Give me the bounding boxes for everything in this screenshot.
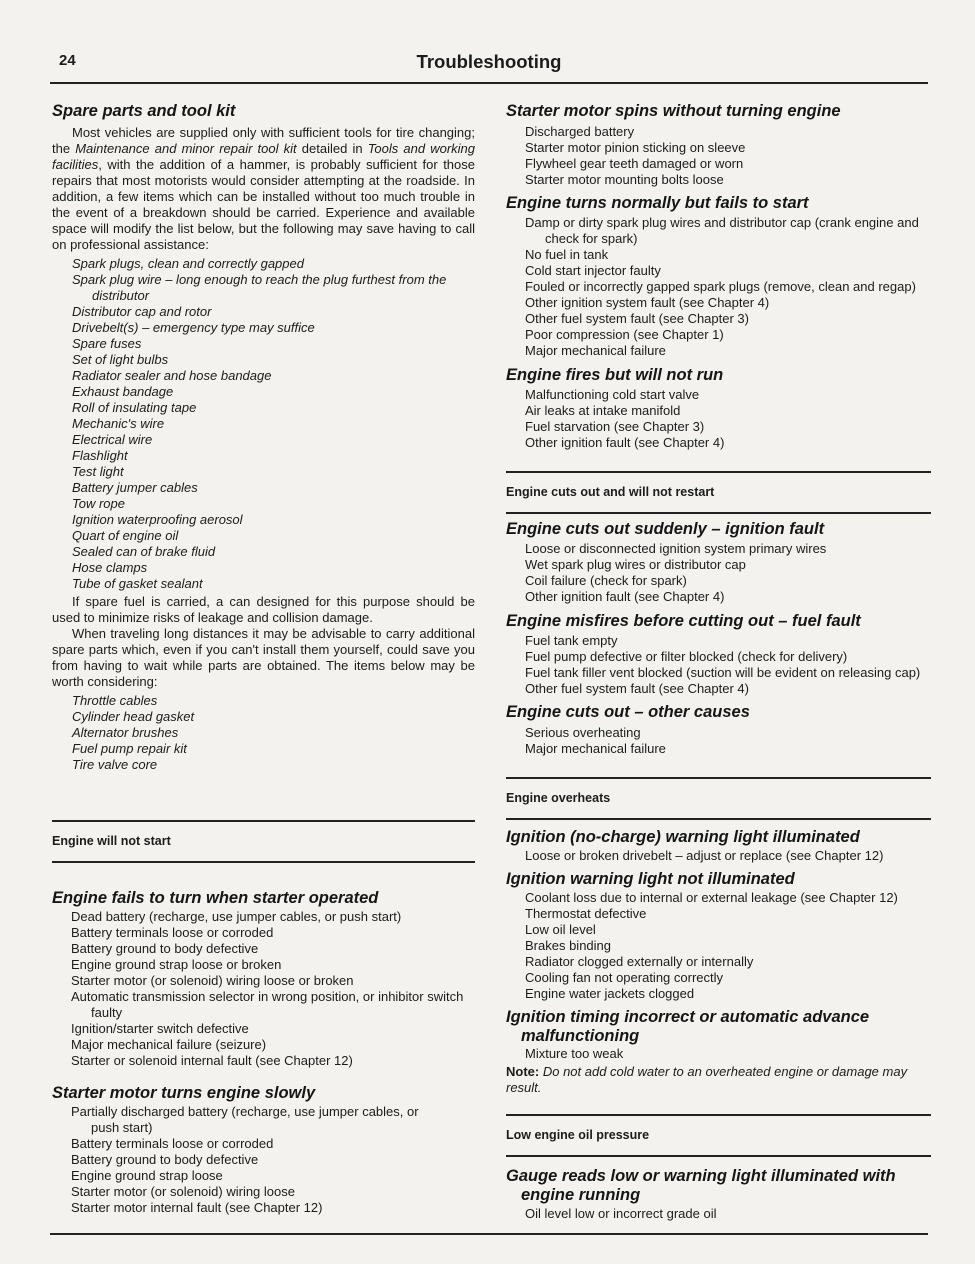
list-item: Battery ground to body defective [71,1152,259,1167]
list-item: Fuel tank filler vent blocked (suction will be evident on releasing cap) [525,665,921,680]
list-item: Other fuel system fault (see Chapter 3) [525,311,749,326]
band-engine-cuts-out: Engine cuts out and will not restart [506,471,931,514]
list-item: Brakes binding [525,938,611,953]
list-item: Flashlight [72,448,128,463]
list-item: Damp or dirty spark plug wires and distributor cap (crank engine and check for spark) [525,215,919,246]
spins-list [506,124,931,188]
list-item: Starter motor (or solenoid) wiring loose [71,1184,295,1199]
section-heading: Starter motor turns engine slowly [52,1084,316,1102]
list-item: Fuel tank empty [525,633,618,648]
turns-slowly-list [52,1104,431,1216]
list-item: Other fuel system fault (see Chapter 4) [525,681,749,696]
page-title: Troubleshooting [416,51,562,72]
list-item: Drivebelt(s) – emergency type may suffice [72,320,315,335]
list-item: Mechanic's wire [72,416,165,431]
list-item: Tow rope [72,496,125,511]
section-heading: Ignition timing incorrect or automatic advance malfunctioning [506,1008,870,1045]
list-item: Spark plugs, clean and correctly gapped [72,256,304,271]
list-item: Partially discharged battery (recharge, use jumper cables, or push start) [71,1104,419,1135]
list-item: Starter motor internal fault (see Chapter 12) [71,1200,323,1215]
list-item: Roll of insulating tape [72,400,197,415]
spare-intro-paragraph: Most vehicles are supplied only with sufficient tools for tire changing; the Maintenance and minor repair tool kit detailed in Tools and working facilities, with the addition of a hammer, is probably sufficient for those repairs that most motorists would consider attempting at the roadside. In addition, a few items which can be installed without too much trouble in the event of a breakdown should be carried. Experience and available space will modify the list below, but the following may save having to call on professional assistance: [52,125,476,252]
list-item: Spark plug wire – long enough to reach the plug furthest from the distributor [72,272,447,303]
list-item: Tire valve core [72,757,158,772]
section-heading: Engine turns normally but fails to start [506,194,809,212]
list-item: Cylinder head gasket [72,709,195,724]
section-heading: Engine cuts out suddenly – ignition fault [506,520,825,538]
fails-to-turn-list [52,909,475,1069]
list-item: Starter motor pinion sticking on sleeve [525,140,746,155]
list-item: Fuel pump repair kit [72,741,187,756]
list-item: Ignition/starter switch defective [71,1021,249,1036]
list-item: Automatic transmission selector in wrong position, or inhibitor switch faulty [71,989,464,1020]
list-item: Major mechanical failure [525,343,666,358]
cuts-ignition-list [506,541,931,605]
list-item: Mixture too weak [525,1046,624,1061]
list-item: Dead battery (recharge, use jumper cables, or push start) [71,909,402,924]
list-item: Battery terminals loose or corroded [71,925,274,940]
spare-parts-list [52,256,475,592]
section-heading: Spare parts and tool kit [52,102,236,120]
list-item: Engine water jackets clogged [525,986,695,1001]
section-heading: Engine fires but will not run [506,366,724,384]
list-item: Air leaks at intake manifold [525,403,681,418]
list-item: Discharged battery [525,124,635,139]
travel-paragraph: When traveling long distances it may be advisable to carry additional spare parts which, even if you can't install them yourself, could save you from having to wait while parts are obtained. The items below may be worth considering: [52,626,475,689]
right-column [506,100,931,1222]
list-item: Cold start injector faulty [525,263,661,278]
list-item: Malfunctioning cold start valve [525,387,700,402]
band-engine-overheats: Engine overheats [506,777,931,820]
list-item: Spare fuses [72,336,142,351]
list-item: Hose clamps [72,560,148,575]
list-item: Alternator brushes [72,725,179,740]
list-item: Other ignition fault (see Chapter 4) [525,435,725,450]
list-item: Battery jumper cables [72,480,198,495]
list-item: Battery terminals loose or corroded [71,1136,274,1151]
band-engine-will-not-start: Engine will not start [52,820,475,863]
page-number: 24 [59,52,76,69]
list-item: Fouled or incorrectly gapped spark plugs (remove, clean and regap) [525,279,916,294]
list-item: Other ignition system fault (see Chapter 4) [525,295,770,310]
list-item: Fuel starvation (see Chapter 3) [525,419,705,434]
section-heading: Gauge reads low or warning light illuminated with engine running [506,1167,896,1204]
list-item: Wet spark plug wires or distributor cap [525,557,746,572]
list-item: Throttle cables [72,693,158,708]
section-heading: Engine misfires before cutting out – fuel fault [506,612,861,630]
list-item: Starter motor (or solenoid) wiring loose or broken [71,973,354,988]
bottom-rule [50,1233,928,1235]
section-heading: Ignition warning light not illuminated [506,870,795,888]
list-item: Starter motor mounting bolts loose [525,172,724,187]
list-item: Engine ground strap loose [71,1168,223,1183]
list-item: Quart of engine oil [72,528,179,543]
spare-fuel-paragraph: If spare fuel is carried, a can designed for this purpose should be used to minimize risks of leakage and collision damage. [52,594,475,625]
list-item: Fuel pump defective or filter blocked (check for delivery) [525,649,848,664]
not-illuminated-list [506,890,931,1002]
list-item: Loose or disconnected ignition system primary wires [525,541,827,556]
list-item: Battery ground to body defective [71,941,259,956]
list-item: Major mechanical failure [525,741,666,756]
list-item: Thermostat defective [525,906,647,921]
list-item: Major mechanical failure (seizure) [71,1037,267,1052]
list-item: Distributor cap and rotor [72,304,212,319]
list-item: Other ignition fault (see Chapter 4) [525,589,725,604]
list-item: Engine ground strap loose or broken [71,957,282,972]
list-item: No fuel in tank [525,247,609,262]
list-item: Starter or solenoid internal fault (see Chapter 12) [71,1053,353,1068]
list-item: Electrical wire [72,432,153,447]
list-item: Radiator sealer and hose bandage [72,368,272,383]
list-item: Test light [72,464,124,479]
fires-list [506,387,931,451]
list-item: Coolant loss due to internal or external leakage (see Chapter 12) [525,890,898,905]
band-low-oil-pressure: Low engine oil pressure [506,1114,931,1157]
additional-spares-list [52,693,475,773]
list-item: Cooling fan not operating correctly [525,970,724,985]
section-heading: Engine fails to turn when starter operated [52,889,379,907]
no-charge-list [506,848,931,864]
left-column [52,100,475,1216]
page-header [50,48,928,84]
section-heading: Ignition (no-charge) warning light illuminated [506,828,860,846]
list-item: Low oil level [525,922,596,937]
list-item: Loose or broken drivebelt – adjust or replace (see Chapter 12) [525,848,884,863]
misfires-list [506,633,931,697]
list-item: Coil failure (check for spark) [525,573,687,588]
timing-list [506,1046,931,1062]
list-item: Sealed can of brake fluid [72,544,216,559]
list-item: Radiator clogged externally or internally [525,954,754,969]
section-heading: Engine cuts out – other causes [506,703,750,721]
section-heading: Starter motor spins without turning engine [506,102,841,120]
fails-to-start-list [506,215,931,359]
list-item: Ignition waterproofing aerosol [72,512,243,527]
gauge-list [506,1206,931,1222]
list-item: Poor compression (see Chapter 1) [525,327,724,342]
list-item: Tube of gasket sealant [72,576,203,591]
cuts-other-list [506,725,931,757]
list-item: Set of light bulbs [72,352,169,367]
list-item: Exhaust bandage [72,384,174,399]
list-item: Oil level low or incorrect grade oil [525,1206,717,1221]
list-item: Flywheel gear teeth damaged or worn [525,156,744,171]
list-item: Serious overheating [525,725,641,740]
note: Note: Do not add cold water to an overheated engine or damage may result. [506,1064,908,1095]
